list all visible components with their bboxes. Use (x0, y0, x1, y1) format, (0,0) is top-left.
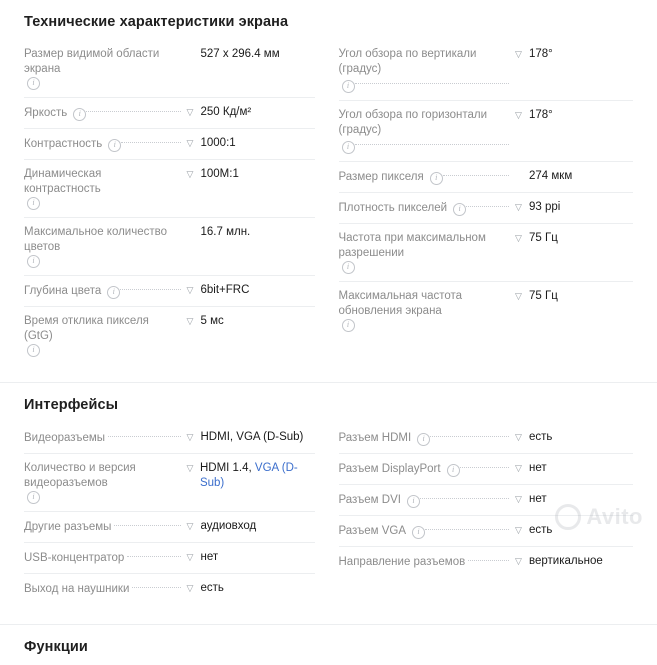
spec-row (339, 485, 634, 515)
spec-row (24, 40, 315, 97)
spec-value: ▽ нет (186, 551, 219, 563)
dot-leader (443, 165, 509, 176)
dot-leader (121, 132, 180, 143)
triangle-icon: ▽ (186, 316, 194, 326)
spec-value: ▽ 100M:1 (186, 168, 239, 180)
spec-row (24, 543, 315, 573)
spec-value: ▽ есть (186, 582, 224, 594)
spec-label: Максимальное количество цветов i (24, 225, 187, 268)
triangle-icon: ▽ (186, 169, 194, 179)
spec-label: Время отклика пикселя (GtG) i (24, 314, 187, 357)
dot-leader (468, 550, 509, 561)
spec-row (339, 162, 634, 192)
spec-label: Угол обзора по горизонтали (градус) i (339, 108, 516, 154)
spec-value: ▽ вертикальное (515, 555, 603, 567)
spec-label: Разъем DisplayPort i (339, 461, 516, 477)
spec-row (24, 423, 315, 453)
spec-value: ▽ нет (515, 493, 547, 505)
spec-value: ▽ 75 Гц (515, 290, 558, 302)
spec-value: ▽ 5 мс (186, 315, 224, 327)
dot-leader (430, 426, 509, 437)
spec-label: Яркость i (24, 105, 187, 121)
spec-row (24, 574, 315, 604)
spec-label: Разъем HDMI i (339, 430, 516, 446)
triangle-icon: ▽ (515, 463, 522, 473)
spec-label: Максимальная частота обновления экрана i (339, 289, 516, 332)
info-icon[interactable]: i (27, 77, 40, 90)
spec-row (339, 193, 634, 223)
spec-row (24, 276, 315, 306)
triangle-icon: ▽ (515, 494, 522, 504)
dot-leader (425, 519, 509, 530)
triangle-icon: ▽ (186, 521, 194, 531)
spec-label: Плотность пикселей i (339, 200, 516, 216)
spec-row (24, 98, 315, 128)
spec-column-left (24, 40, 329, 364)
spec-label: Динамическая контрастность i (24, 167, 187, 210)
spec-label: Размер видимой области экрана i (24, 47, 187, 90)
spec-row (24, 129, 315, 159)
triangle-icon: ▽ (515, 291, 522, 301)
triangle-icon: ▽ (515, 525, 522, 535)
info-icon[interactable]: i (430, 172, 443, 185)
spec-column-right (329, 423, 634, 604)
triangle-icon: ▽ (515, 556, 522, 566)
info-icon[interactable]: i (453, 203, 466, 216)
section-header-interfaces (0, 383, 657, 423)
spec-label: Разъем DVI i (339, 492, 516, 508)
info-icon[interactable]: i (447, 464, 460, 477)
spec-label: Видеоразъемы (24, 430, 187, 446)
spec-row (24, 160, 315, 217)
spec-label: Количество и версия видеоразъемов i (24, 461, 187, 504)
info-icon[interactable]: i (27, 255, 40, 268)
dot-leader (420, 488, 509, 499)
info-icon[interactable]: i (412, 526, 425, 539)
spec-value: 274 мкм (529, 170, 573, 182)
value-part: HDMI 1.4, (199, 462, 255, 474)
triangle-icon: ▽ (515, 432, 522, 442)
info-icon[interactable]: i (407, 495, 420, 508)
spec-label: Частота при максимальном разрешении i (339, 231, 516, 274)
spec-row (339, 547, 634, 577)
spec-value: ▽ аудиовход (186, 520, 257, 532)
spec-value: ▽ HDMI, VGA (D-Sub) (186, 431, 304, 443)
spec-value: 16.7 млн. (200, 226, 251, 238)
section-title: Функции (24, 639, 88, 655)
info-icon[interactable]: i (27, 491, 40, 504)
triangle-icon: ▽ (186, 138, 194, 148)
spec-value: ▽ 178° (515, 48, 553, 60)
dot-leader (114, 515, 180, 526)
spec-row (339, 282, 634, 339)
dot-leader (108, 426, 180, 437)
dot-leader (120, 279, 180, 290)
spec-row (339, 423, 634, 453)
section-interfaces (0, 423, 657, 604)
spec-value: ▽ 178° (515, 109, 553, 121)
info-icon[interactable]: i (27, 344, 40, 357)
spec-label: Размер пикселя i (339, 169, 516, 185)
info-icon[interactable]: i (342, 319, 355, 332)
spec-row (339, 516, 634, 546)
spec-label: Угол обзора по вертикали (градус) i (339, 47, 516, 93)
section-screen-specs (0, 40, 657, 364)
triangle-icon: ▽ (186, 432, 194, 442)
spec-value: ▽ 6bit+FRC (186, 284, 250, 296)
spec-value: ▽ 75 Гц (515, 232, 558, 244)
spec-column-left (24, 423, 329, 604)
spec-value: ▽ 250 Кд/м² (186, 106, 252, 118)
dot-leader (127, 546, 180, 557)
spec-row (339, 40, 634, 100)
triangle-icon: ▽ (515, 110, 522, 120)
info-icon[interactable]: i (27, 197, 40, 210)
section-header-functions (0, 625, 657, 665)
spec-row (24, 454, 315, 511)
info-icon[interactable]: i (73, 108, 86, 121)
info-icon[interactable]: i (417, 433, 430, 446)
watermark-text: Avito (586, 504, 643, 529)
dot-leader (86, 101, 180, 112)
info-icon[interactable]: i (108, 139, 121, 152)
spec-row (339, 101, 634, 161)
spec-label: USB-концентратор (24, 550, 187, 566)
spec-value: ▽ есть (515, 431, 553, 443)
triangle-icon: ▽ (186, 107, 194, 117)
spec-value: ▽ нет (515, 462, 547, 474)
dot-leader (466, 196, 509, 207)
spec-value: ▽ есть (515, 524, 553, 536)
spec-label: Выход на наушники (24, 581, 187, 597)
triangle-icon: ▽ (515, 49, 522, 59)
spec-label: Другие разъемы (24, 519, 187, 535)
dot-leader (132, 577, 180, 588)
spec-label: Глубина цвета i (24, 283, 187, 299)
spec-column-right (329, 40, 634, 364)
spec-row (339, 224, 634, 281)
triangle-icon: ▽ (515, 202, 522, 212)
info-icon[interactable]: i (107, 286, 120, 299)
spec-label: Контрастность i (24, 136, 187, 152)
spec-value: ▽ 93 ppi (515, 201, 561, 213)
spec-row (339, 454, 634, 484)
triangle-icon: ▽ (186, 285, 194, 295)
triangle-icon: ▽ (515, 233, 522, 243)
section-header-screen (0, 0, 657, 40)
dot-leader (460, 457, 509, 468)
info-icon[interactable]: i (342, 261, 355, 274)
section-title: Интерфейсы (24, 397, 119, 413)
info-icon[interactable]: i (342, 141, 355, 154)
section-title: Технические характеристики экрана (24, 14, 289, 30)
spec-row (24, 512, 315, 542)
triangle-icon: ▽ (186, 583, 194, 593)
spec-label: Направление разъемов (339, 554, 516, 570)
value-link[interactable]: VGA (D-Sub) (199, 462, 298, 489)
spec-value: 527 x 296.4 мм (200, 48, 280, 60)
spec-label: Разъем VGA i (339, 523, 516, 539)
spec-row (24, 218, 315, 275)
info-icon[interactable]: i (342, 80, 355, 93)
triangle-icon: ▽ (186, 552, 194, 562)
spec-row (24, 307, 315, 364)
spec-value (187, 461, 315, 491)
triangle-icon: ▽ (186, 463, 194, 473)
spec-value: ▽ 1000:1 (186, 137, 236, 149)
